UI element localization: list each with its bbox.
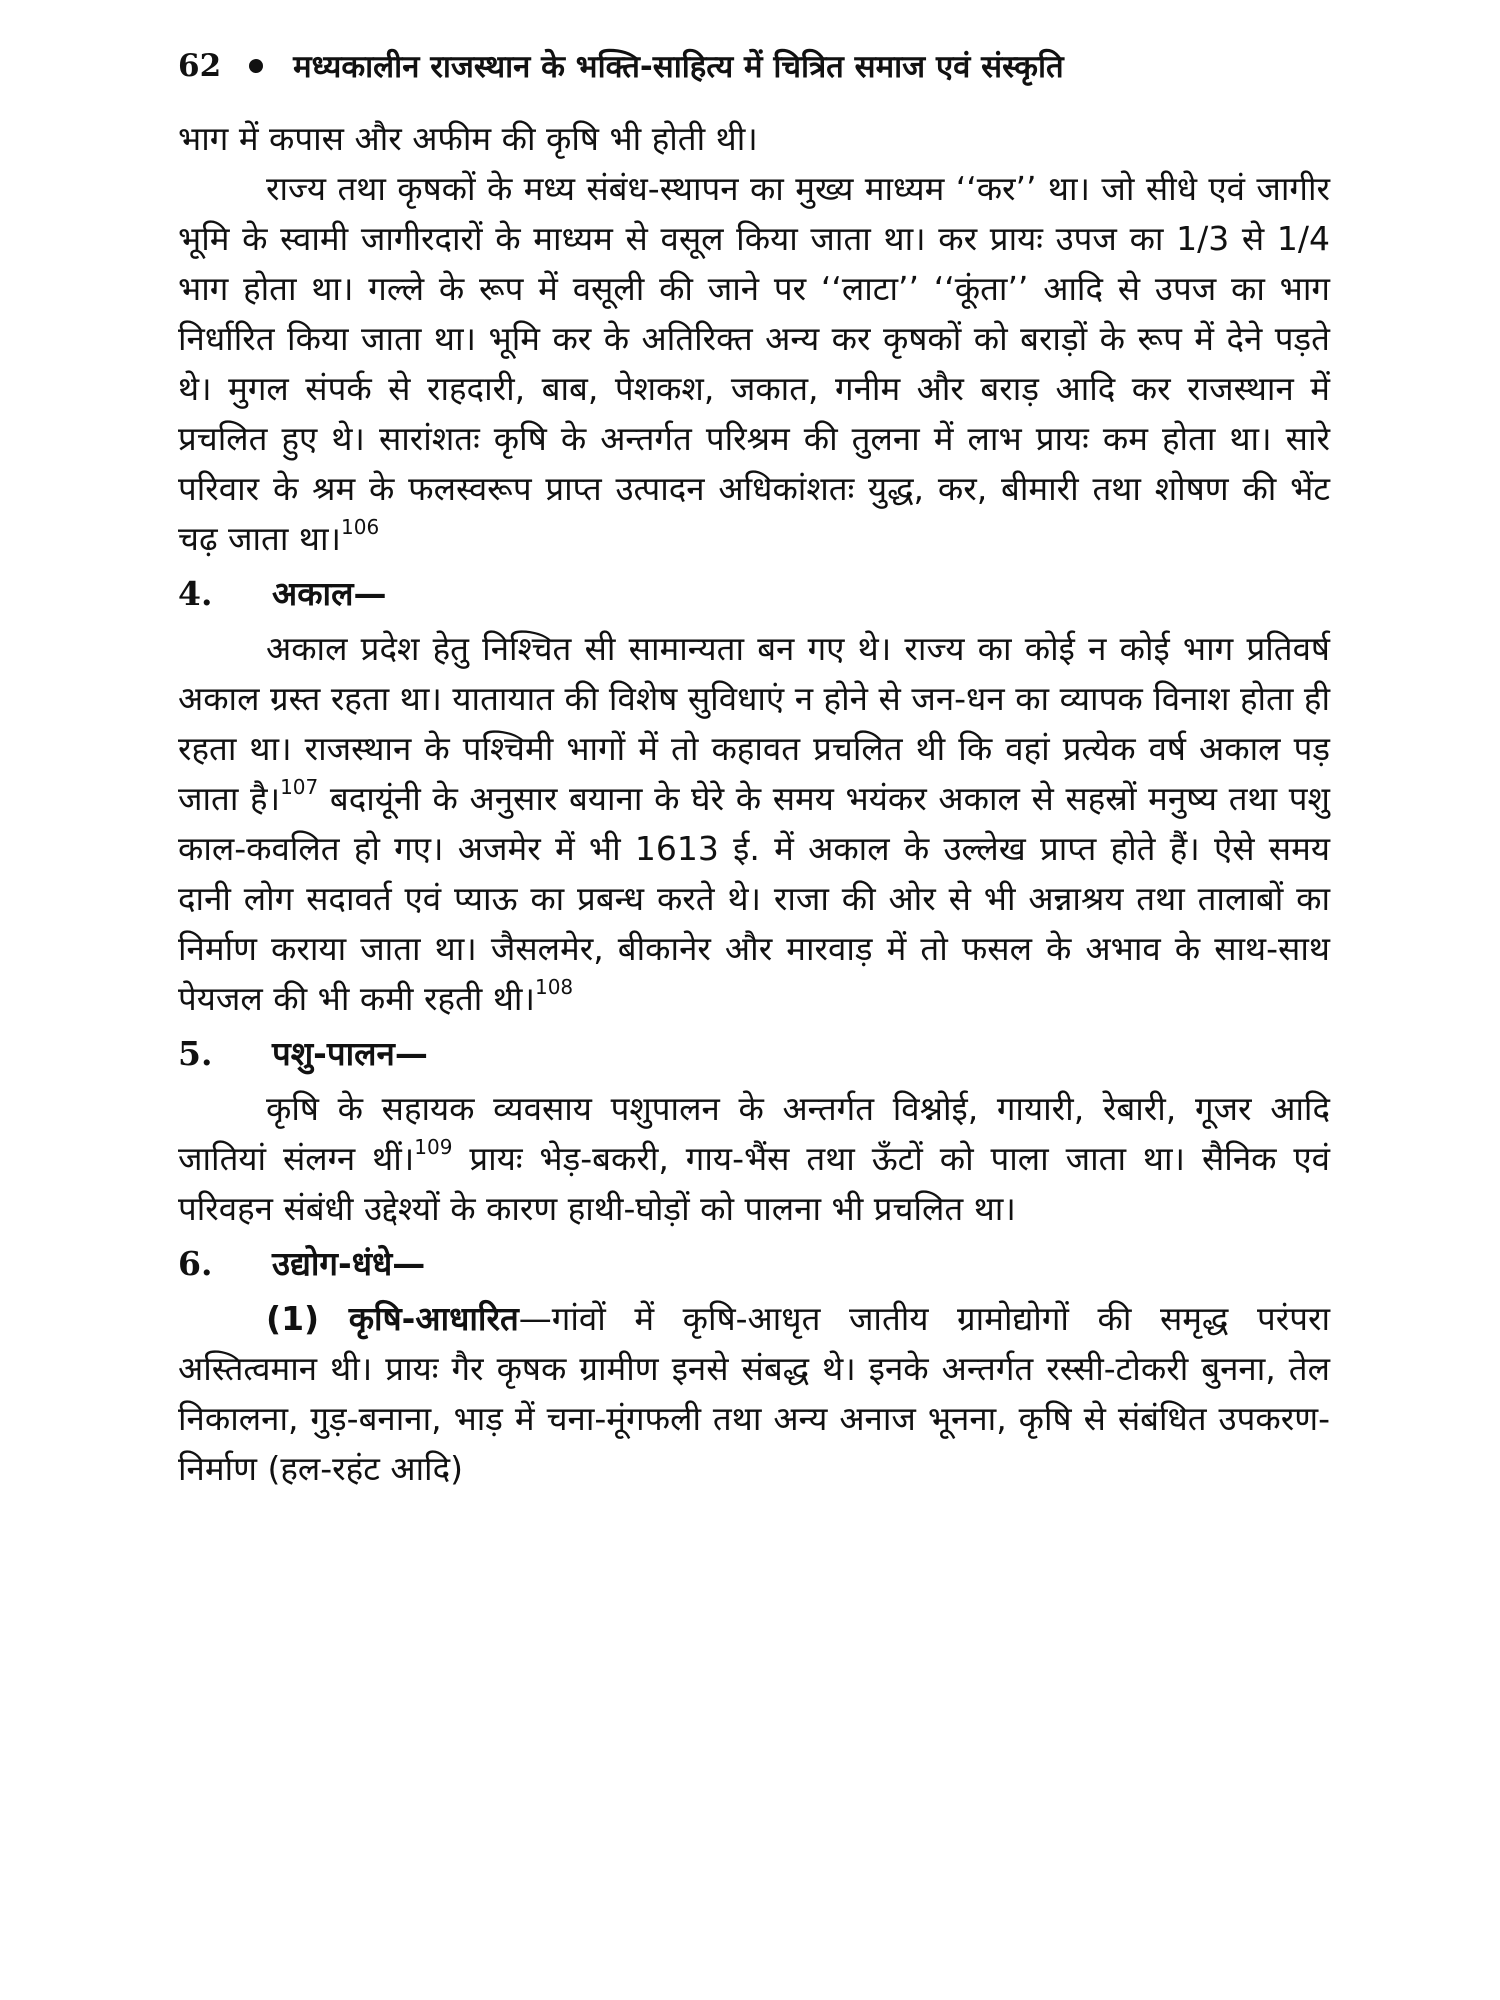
paragraph: भाग में कपास और अफीम की कृषि भी होती थी। — [178, 119, 758, 158]
section-number: 6. — [178, 1244, 213, 1283]
body-text — [178, 114, 1330, 1494]
paragraph: कृषि के सहायक व्यवसाय पशुपालन के अन्तर्गत विश्नोई, गायारी, रेबारी, गूजर आदि जातियां संलग्न थीं।$^{109}$ प्रायः भेड़-बकरी, गाय-भैंस तथा ऊँटों को पाला जाता था। सैनिक एवं परिवहन संबंधी उद्देश्यों के कारण हाथी-घोड़ों को पालना भी प्रचलित था। — [178, 1089, 1330, 1228]
section-title: अकाल— — [272, 574, 387, 613]
bullet-icon — [249, 59, 263, 73]
section-heading — [178, 568, 1330, 620]
section-heading — [178, 1238, 1330, 1290]
footnote-ref: 108 — [534, 975, 574, 999]
paragraph: राज्य तथा कृषकों के मध्य संबंध-स्थापन का मुख्य माध्यम ‘‘कर’’ था। जो सीधे एवं जागीर भूमि के स्वामी जागीरदारों के माध्यम से वसूल किया जाता था। कर प्रायः उपज का 1/3 से 1/4 भाग होता था। गल्ले के रूप में वसूली की जाने पर ‘‘लाटा’’ ‘‘कूंता’’ आदि से उपज का भाग निर्धारित किया जाता था। भूमि कर के अतिरिक्त अन्य कर कृषकों को बराड़ों के रूप में देने पड़ते थे। मुगल संपर्क से राहदारी, बाब, पेशकश, जकात, गनीम और बराड़ आदि कर राजस्थान में प्रचलित हुए थे। सारांशतः कृषि के अन्तर्गत परिश्रम की तुलना में लाभ प्रायः कम होता था। सारे परिवार के श्रम के फलस्वरूप प्राप्त उत्पादन अधिकांशतः युद्ध, कर, बीमारी तथा शोषण की भेंट चढ़ जाता था।$^{106}$ — [178, 169, 1330, 558]
page-number: 62 — [178, 48, 222, 84]
running-header — [178, 38, 1330, 94]
section-heading — [178, 1028, 1330, 1080]
section-title: पशु-पालन— — [272, 1034, 428, 1073]
paragraph: अकाल प्रदेश हेतु निश्चित सी सामान्यता बन गए थे। राज्य का कोई न कोई भाग प्रतिवर्ष अकाल ग्रस्त रहता था। यातायात की विशेष सुविधाएं न होने से जन-धन का व्यापक विनाश होता ही रहता था। राजस्थान के पश्चिमी भागों में तो कहावत प्रचलित थी कि वहां प्रत्येक वर्ष अकाल पड़ जाता है।$^{107}$ बदायूंनी के अनुसार बयाना के घेरे के समय भयंकर अकाल से सहस्रों मनुष्य तथा पशु काल-कवलित हो गए। अजमेर में भी 1613 ई. में अकाल के उल्लेख प्राप्त होते हैं। ऐसे समय दानी लोग सदावर्त एवं प्याऊ का प्रबन्ध करते थे। राजा की ओर से भी अन्नाश्रय तथा तालाबों का निर्माण कराया जाता था। जैसलमेर, बीकानेर और मारवाड़ में तो फसल के अभाव के साथ-साथ पेयजल की भी कमी रहती थी।$^{108}$ — [178, 629, 1330, 1018]
footnote-ref: 106 — [341, 515, 380, 539]
paragraph: (1) कृषि-आधारित—गांवों में कृषि-आधृत जातीय ग्रामोद्योगों की समृद्ध परंपरा अस्तित्वमान थी। प्रायः गैर कृषक ग्रामीण इनसे संबद्ध थे। इनके अन्तर्गत रस्सी-टोकरी बुनना, तेल निकालना, गुड़-बनाना, भाड़ में चना-मूंगफली तथा अन्य अनाज भूनना, कृषि से संबंधित उपकरण-निर्माण (हल-रहंट आदि) — [178, 1299, 1330, 1488]
footnote-ref: 107 — [280, 775, 319, 799]
subsection-lead: (1) कृषि-आधारित — [266, 1299, 519, 1338]
section-number: 4. — [178, 574, 213, 613]
running-header-title: मध्यकालीन राजस्थान के भक्ति-साहित्य में चित्रित समाज एवं संस्कृति — [293, 49, 1064, 85]
section-number: 5. — [178, 1034, 213, 1073]
footnote-ref: 109 — [414, 1135, 453, 1159]
section-title: उद्योग-धंधे— — [272, 1244, 426, 1283]
